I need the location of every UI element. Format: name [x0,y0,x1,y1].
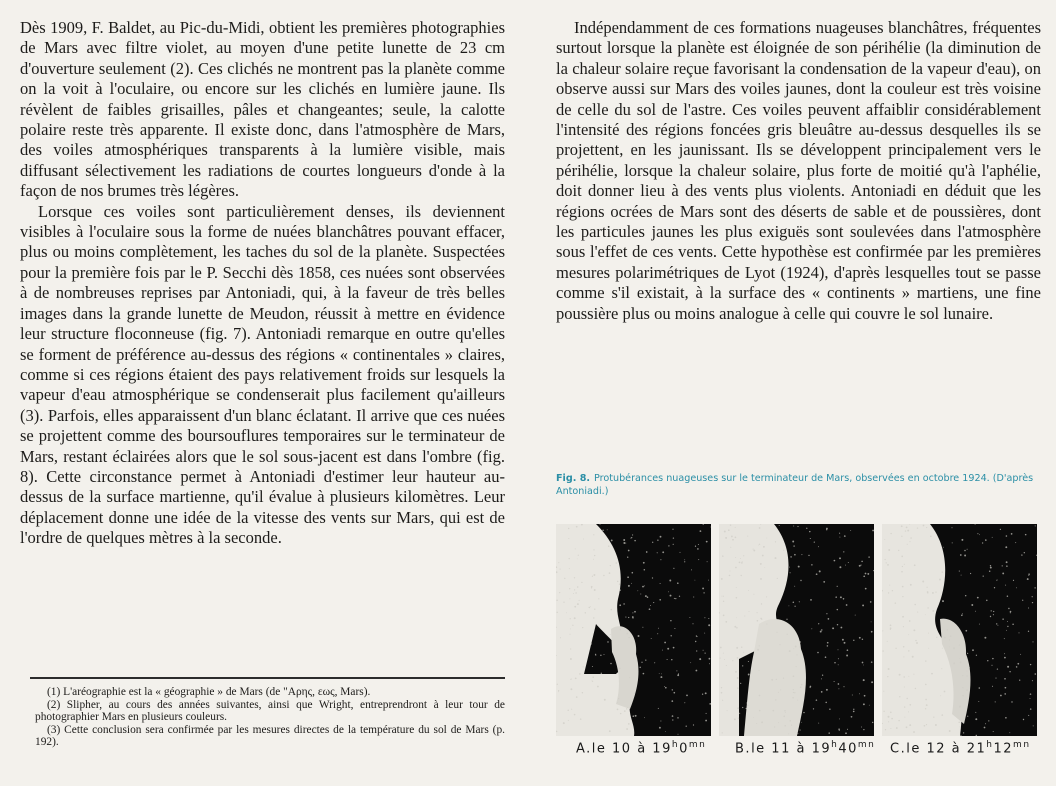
right-paragraph-1: Indépendamment de ces formations nuageuses blanchâtres, fréquentes surtout lorsque la planète est éloignée de son périhélie (la diminution de la chaleur solaire reçue favorisant la condensation de la vapeur d'eau), on observe aussi sur Mars des voiles jaunes, dont la couleur est très voisine de celle du sol de l'astre. Ces voiles peuvent affaiblir considérablement l'intensité des régions foncées gris bleuâtre au-dessus desquelles ils se projettent, en les jaunissant. Ils se développent principalement vers le périhélie, lorsque la chaleur solaire, plus forte de moitié qu'à l'aphélie, doit donner lieu à des vents plus violents. Antoniadi en déduit que les régions ocrées de Mars sont des déserts de sable et de poussières, dont les particules jaunes les plus exiguës sont soulevées dans l'atmosphère sous l'effet de ces vents. Cette hypothèse est confirmée par les premières mesures polarimétriques de Lyot (1924), d'après lesquelles tout se passe comme s'il existait, à la surface des « continents » martiens, une fine poussière plus ou moins analogue à celle qui couvre le sol lunaire. [556,18,1041,323]
photo-c-minutes: 12 [993,741,1014,757]
right-column [556,18,1041,324]
footnote-1: (1) L'aréographie est la « géographie » de Mars (de "Αρης, εως, Mars). [47,686,371,698]
photo-c-date: le 12 à 21 [906,741,987,757]
photo-b-letter: B. [735,741,752,757]
photo-a-minute-unit: mn [688,740,707,750]
photo-b-date: le 11 à 19 [751,741,832,757]
left-paragraph-2: Lorsque ces voiles sont particulièrement denses, ils deviennent visibles à l'oculaire sous la forme de nuées blanchâtres pouvant effacer, plus ou moins complètement, les taches du sol de la planète. Suspectées pour la première fois par le P. Secchi dès 1858, ces nuées sont observées à de nombreuses reprises par Antoniadi, qui, à la faveur de très belles images dans la grande lunette de Meudon, réussit à mettre en évidence leur structure floconneuse (fig. 7). Antoniadi remarque en outre qu'elles se forment de préférence au-dessus des régions « continentales » claires, comme si ces régions étaient des pays relativement froids sur lesquels la vapeur d'eau atmosphérique se condenserait plus facilement qu'ailleurs (3). Parfois, elles apparaissent d'un blanc éclatant. Il arrive que ces nuées se projettent comme des boursouflures temporaires sur le terminateur de Mars, restant éclairées alors que le sol sous-jacent est dans l'ombre (fig. 8). Cette circonstance permet à Antoniadi d'estimer leur hauteur au-dessus de la surface martienne, qu'il évalue à plusieurs kilomètres. Leur déplacement donne une idée de la vitesse des vents sur Mars, qui est de l'ordre de quelques mètres à la seconde. [20,201,505,548]
footnotes [35,686,505,749]
photo-a-label [576,740,706,756]
footnote-2: (2) Slipher, au cours des années suivantes, ainsi que Wright, entreprendront à leur tour de photographier Mars en plusieurs couleurs. [35,698,505,724]
photo-b-minutes: 40 [838,741,858,757]
footnote-divider [30,677,505,679]
photo-c-label [890,740,1031,756]
photo-b-hour-unit: h [831,740,839,750]
photo-b-label [735,740,875,756]
photo-a-hour-unit: h [671,740,680,750]
figure-caption-text: Protubérances nuageuses sur le terminateur de Mars, observées en octobre 1924. (D'après Antoniadi.) [556,473,1034,497]
photo-c-letter: C. [890,741,907,757]
footnote-3: (3) Cette conclusion sera confirmée par les mesures directes de la température du sol de Mars (p. 192). [35,723,505,749]
figure-photos [556,524,1041,736]
photo-b-minute-unit: mn [857,740,876,750]
photo-a-letter: A. [576,741,592,757]
photo-b-image [719,524,874,736]
figure-caption [556,472,1041,498]
photo-a-minutes: 0 [679,741,689,757]
photo-c-minute-unit: mn [1013,740,1031,750]
photo-c-hour-unit: h [986,740,994,750]
photo-a [556,524,711,736]
photo-c [882,524,1037,736]
left-column [20,18,505,549]
left-paragraph-1: Dès 1909, F. Baldet, au Pic-du-Midi, obtient les premières photographies de Mars avec filtre violet, au moyen d'une petite lunette de 23 cm d'ouverture seulement (2). Ces clichés ne montrent pas la planète comme on la voit à l'oculaire, ou encore sur les clichés en lumière jaune. Ils révèlent de faibles grisailles, pâles et changeantes; seule, la calotte polaire reste très apparente. Il existe donc, dans l'atmosphère de Mars, des voiles atmosphériques transparents à la lumière visible, mais diffusant sélectivement les radiations de courtes longueurs d'onde à la façon de nos brumes très légères. [20,18,505,201]
photo-a-image [556,524,711,736]
photo-b [719,524,874,736]
figure-label: Fig. 8. [556,473,591,484]
photo-c-image [882,524,1037,736]
photo-a-date: le 10 à 19 [591,741,672,757]
